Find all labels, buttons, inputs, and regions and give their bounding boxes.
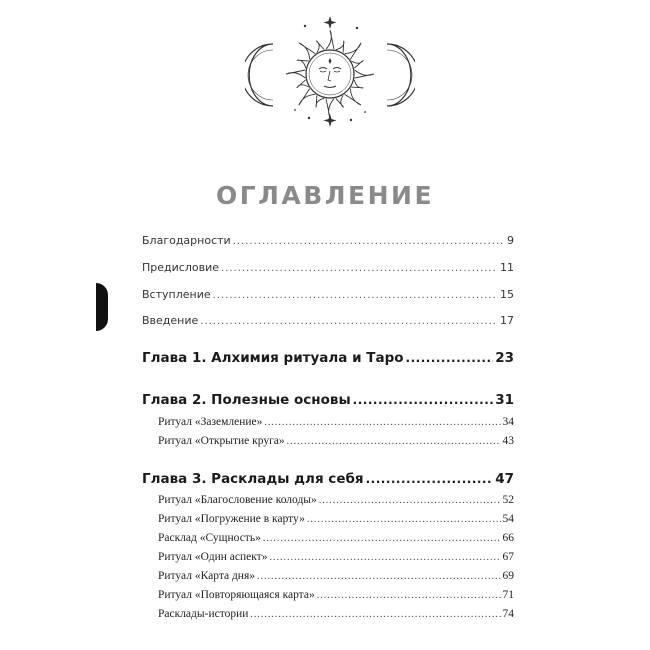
chapter-title: Глава 2. Полезные основы: [142, 392, 351, 408]
dot-leader: [264, 417, 500, 428]
subentry-page: 52: [502, 494, 514, 506]
dot-leader: [213, 290, 498, 301]
dot-leader: [233, 236, 505, 247]
toc-subentry-row[interactable]: [158, 416, 514, 428]
subentry-page: 67: [502, 551, 514, 563]
toc-subentry-row[interactable]: [158, 589, 514, 601]
chapter-page: 31: [495, 392, 514, 408]
sun-face-icon: [286, 30, 374, 118]
subentry-title: Ритуал «Повторяющаяся карта»: [158, 589, 315, 601]
subentry-page: 54: [502, 513, 514, 525]
subentry-title: Ритуал «Заземление»: [158, 416, 263, 428]
subentry-page: 69: [502, 570, 514, 582]
dot-leader: [353, 393, 494, 407]
toc-subentry-row[interactable]: [158, 435, 514, 447]
toc-chapter-row[interactable]: [142, 350, 514, 366]
chapter-title: Глава 1. Алхимия ритуала и Таро: [142, 350, 404, 366]
toc-subentry-row[interactable]: [158, 551, 514, 563]
subentry-title: Ритуал «Один аспект»: [158, 551, 268, 563]
subentry-page: 74: [502, 608, 514, 620]
toc-entry-title: Введение: [142, 314, 199, 327]
chapter-page: 47: [495, 471, 514, 487]
toc-entry-title: Предисловие: [142, 261, 219, 274]
toc-entry-title: Благодарности: [142, 234, 231, 247]
toc-entry-page: 15: [500, 288, 514, 301]
dot-leader: [366, 472, 494, 486]
subentry-title: Расклад «Сущность»: [158, 532, 261, 544]
dot-leader: [307, 514, 501, 525]
sun-moon-emblem: [245, 14, 415, 132]
subentry-title: Ритуал «Открытие круга»: [158, 435, 285, 447]
toc-entry-page: 11: [500, 261, 514, 274]
toc-subentry-row[interactable]: [158, 532, 514, 544]
toc-chapter-row[interactable]: [142, 471, 514, 487]
chapter-page: 23: [495, 350, 514, 366]
toc-row[interactable]: [142, 288, 514, 301]
toc-entry-title: Вступление: [142, 288, 211, 301]
dot-leader: [287, 436, 501, 447]
toc-row[interactable]: [142, 261, 514, 274]
subentry-title: Ритуал «Карта дня»: [158, 570, 256, 582]
subentry-page: 66: [502, 532, 514, 544]
subentry-page: 43: [502, 435, 514, 447]
subentry-page: 71: [502, 589, 514, 601]
chapter-title: Глава 3. Расклады для себя: [142, 471, 364, 487]
sun-ray: [355, 70, 374, 78]
toc-subentry-row[interactable]: [158, 513, 514, 525]
dot-leader: [263, 533, 501, 544]
dot-leader: [257, 571, 500, 582]
dot-leader: [250, 609, 500, 620]
adjacent-page-edge: [96, 283, 108, 331]
subentry-title: Ритуал «Погружение в карту»: [158, 513, 305, 525]
crescent-moon-left-icon: [245, 44, 273, 106]
toc-row[interactable]: [142, 314, 514, 327]
dot-leader: [200, 316, 498, 327]
toc-chapter-row[interactable]: [142, 392, 514, 408]
dot-leader: [269, 552, 500, 563]
dot-leader: [406, 351, 494, 365]
dot-leader: [317, 590, 501, 601]
dot-leader: [221, 263, 498, 274]
sun-ray: [286, 70, 305, 78]
sun-ray: [326, 30, 334, 49]
dot-leader: [319, 495, 501, 506]
toc-row[interactable]: [142, 234, 514, 247]
subentry-title: Ритуал «Благословение колоды»: [158, 494, 317, 506]
toc-subentry-row[interactable]: [158, 494, 514, 506]
toc-subentry-row[interactable]: [158, 608, 514, 620]
toc-entry-page: 9: [507, 234, 514, 247]
page-title: ОГЛАВЛЕНИЕ: [215, 181, 435, 210]
subentry-page: 34: [502, 416, 514, 428]
toc-subentry-row[interactable]: [158, 570, 514, 582]
toc-entry-page: 17: [500, 314, 514, 327]
subentry-title: Расклады-истории: [158, 608, 249, 620]
crescent-moon-right-icon: [387, 44, 415, 106]
